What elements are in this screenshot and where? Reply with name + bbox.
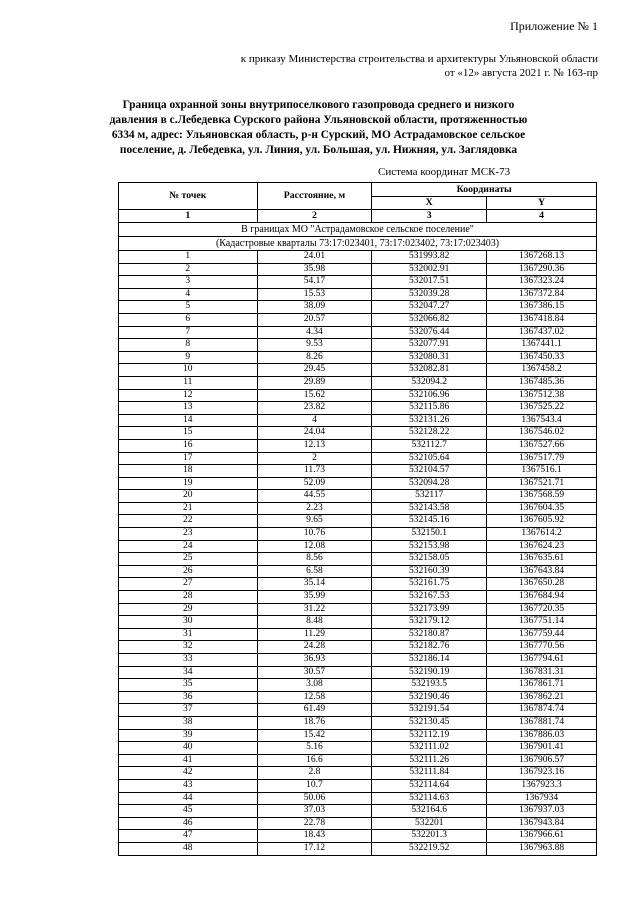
point-number: 38 <box>119 716 258 729</box>
title-line-3: 6334 м, адрес: Ульяновская область, р-н Сурский, МО Астрадамовское сельское <box>111 129 526 141</box>
coord-y: 1367516.1 <box>487 465 597 478</box>
coord-y: 1367643.84 <box>487 565 597 578</box>
point-number: 40 <box>119 742 258 755</box>
coord-x: 532114.64 <box>372 779 487 792</box>
coord-y: 1367901.41 <box>487 742 597 755</box>
table-row <box>119 565 597 578</box>
coord-x: 532094.2 <box>372 376 487 389</box>
point-number: 48 <box>119 842 258 855</box>
coord-x: 532066.82 <box>372 313 487 326</box>
column-number: 4 <box>487 210 597 223</box>
table-row <box>119 364 597 377</box>
distance: 2.23 <box>257 502 372 515</box>
distance: 16.6 <box>257 754 372 767</box>
coord-y: 1367862.21 <box>487 691 597 704</box>
distance: 5.16 <box>257 742 372 755</box>
coord-y: 1367604.35 <box>487 502 597 515</box>
table-row <box>119 288 597 301</box>
table-row <box>119 754 597 767</box>
point-number: 11 <box>119 376 258 389</box>
coord-x: 532017.51 <box>372 276 487 289</box>
distance: 3.08 <box>257 679 372 692</box>
point-number: 22 <box>119 515 258 528</box>
point-number: 20 <box>119 490 258 503</box>
distance: 15.42 <box>257 729 372 742</box>
table-row <box>119 351 597 364</box>
coord-x: 532128.22 <box>372 427 487 440</box>
distance: 54.17 <box>257 276 372 289</box>
header-distance: Расстояние, м <box>257 183 372 210</box>
point-number: 32 <box>119 641 258 654</box>
coord-y: 1367759.44 <box>487 628 597 641</box>
coord-y: 1367437.02 <box>487 326 597 339</box>
table-row <box>119 691 597 704</box>
point-number: 24 <box>119 540 258 553</box>
point-number: 47 <box>119 830 258 843</box>
point-number: 5 <box>119 301 258 314</box>
point-number: 30 <box>119 616 258 629</box>
point-number: 29 <box>119 603 258 616</box>
distance: 29.89 <box>257 376 372 389</box>
coord-y: 1367512.38 <box>487 389 597 402</box>
table-row <box>119 553 597 566</box>
table-row <box>119 263 597 276</box>
coord-x: 532112.7 <box>372 439 487 452</box>
column-number: 3 <box>372 210 487 223</box>
coord-y: 1367751.14 <box>487 616 597 629</box>
coord-x: 532164.6 <box>372 805 487 818</box>
distance: 29.45 <box>257 364 372 377</box>
coord-y: 1367323.24 <box>487 276 597 289</box>
coord-y: 1367963.88 <box>487 842 597 855</box>
coord-x: 532160.39 <box>372 565 487 578</box>
coord-y: 1367650.28 <box>487 578 597 591</box>
coord-y: 1367943.84 <box>487 817 597 830</box>
title-line-1: Граница охранной зоны внутрипоселкового газопровода среднего и низкого <box>122 99 515 111</box>
coord-y: 1367937.03 <box>487 805 597 818</box>
coord-x: 532080.31 <box>372 351 487 364</box>
table-row <box>119 591 597 604</box>
coord-x: 532158.05 <box>372 553 487 566</box>
point-number: 43 <box>119 779 258 792</box>
distance: 44.55 <box>257 490 372 503</box>
column-number: 2 <box>257 210 372 223</box>
distance: 35.99 <box>257 591 372 604</box>
coord-y: 1367372.84 <box>487 288 597 301</box>
point-number: 41 <box>119 754 258 767</box>
distance: 11.29 <box>257 628 372 641</box>
coord-y: 1367517.79 <box>487 452 597 465</box>
point-number: 37 <box>119 704 258 717</box>
table-row <box>119 842 597 855</box>
point-number: 16 <box>119 439 258 452</box>
coord-x: 532106.96 <box>372 389 487 402</box>
distance: 37.03 <box>257 805 372 818</box>
distance: 9.53 <box>257 339 372 352</box>
coord-y: 1367934 <box>487 792 597 805</box>
distance: 12.13 <box>257 439 372 452</box>
coord-y: 1367684.94 <box>487 591 597 604</box>
table-row <box>119 742 597 755</box>
coord-y: 1367521.71 <box>487 477 597 490</box>
coord-x: 532047.27 <box>372 301 487 314</box>
distance: 12.08 <box>257 540 372 553</box>
coord-x: 532179.12 <box>372 616 487 629</box>
point-number: 45 <box>119 805 258 818</box>
table-row <box>119 679 597 692</box>
point-number: 33 <box>119 654 258 667</box>
coord-x: 532191.54 <box>372 704 487 717</box>
distance: 17.12 <box>257 842 372 855</box>
distance: 2.8 <box>257 767 372 780</box>
coord-y: 1367794.61 <box>487 654 597 667</box>
distance: 11.73 <box>257 465 372 478</box>
coord-x: 532130.45 <box>372 716 487 729</box>
table-row <box>119 654 597 667</box>
table-row <box>119 465 597 478</box>
coord-x: 531993.82 <box>372 251 487 264</box>
point-number: 31 <box>119 628 258 641</box>
title-line-4: поселение, д. Лебедевка, ул. Линия, ул. Большая, ул. Нижняя, ул. Заглядовка <box>119 144 518 156</box>
table-row <box>119 402 597 415</box>
coord-x: 532180.87 <box>372 628 487 641</box>
title-line-2: давления в с.Лебедевка Сурского района Ульяновской области, протяженностью <box>109 114 528 126</box>
table-row <box>119 276 597 289</box>
table-row <box>119 326 597 339</box>
table-row <box>119 616 597 629</box>
coord-y: 1367525.22 <box>487 402 597 415</box>
point-number: 36 <box>119 691 258 704</box>
point-number: 4 <box>119 288 258 301</box>
coord-x: 532077.91 <box>372 339 487 352</box>
coord-y: 1367720.35 <box>487 603 597 616</box>
header-y: Y <box>487 197 597 210</box>
table-row <box>119 779 597 792</box>
distance: 6.58 <box>257 565 372 578</box>
table-row <box>119 817 597 830</box>
coord-x: 532143.58 <box>372 502 487 515</box>
coord-x: 532190.19 <box>372 666 487 679</box>
coord-x: 532094.28 <box>372 477 487 490</box>
coord-y: 1367881.74 <box>487 716 597 729</box>
coord-x: 532105.64 <box>372 452 487 465</box>
coord-x: 532219.52 <box>372 842 487 855</box>
column-number: 1 <box>119 210 258 223</box>
point-number: 9 <box>119 351 258 364</box>
table-row <box>119 666 597 679</box>
table-row <box>119 578 597 591</box>
point-number: 25 <box>119 553 258 566</box>
coord-y: 1367386.15 <box>487 301 597 314</box>
coord-x: 532039.28 <box>372 288 487 301</box>
distance: 10.76 <box>257 528 372 541</box>
boundary-note-row <box>119 223 597 237</box>
table-row <box>119 414 597 427</box>
coord-x: 532186.14 <box>372 654 487 667</box>
distance: 35.14 <box>257 578 372 591</box>
distance: 4.34 <box>257 326 372 339</box>
table-row <box>119 540 597 553</box>
coord-y: 1367458.2 <box>487 364 597 377</box>
coord-x: 532115.86 <box>372 402 487 415</box>
table-row <box>119 792 597 805</box>
table-row <box>119 628 597 641</box>
distance: 36.93 <box>257 654 372 667</box>
distance: 4 <box>257 414 372 427</box>
distance: 23.82 <box>257 402 372 415</box>
point-number: 34 <box>119 666 258 679</box>
coord-y: 1367450.33 <box>487 351 597 364</box>
table-row <box>119 313 597 326</box>
coord-y: 1367527.66 <box>487 439 597 452</box>
coord-y: 1367770.56 <box>487 641 597 654</box>
document-title <box>96 98 541 158</box>
coordinate-system-label: Система координат МСК-73 <box>378 166 511 178</box>
table-row <box>119 490 597 503</box>
coord-x: 532182.76 <box>372 641 487 654</box>
coord-x: 532076.44 <box>372 326 487 339</box>
distance: 24.01 <box>257 251 372 264</box>
cadastral-quarters-note: (Кадастровые кварталы 73:17:023401, 73:17:023402, 73:17:023403) <box>119 237 597 251</box>
coord-x: 532117 <box>372 490 487 503</box>
coord-y: 1367418.84 <box>487 313 597 326</box>
table-row <box>119 805 597 818</box>
coord-y: 1367923.16 <box>487 767 597 780</box>
coord-x: 532201.3 <box>372 830 487 843</box>
coord-y: 1367605.92 <box>487 515 597 528</box>
column-number-row <box>119 210 597 223</box>
distance: 12.58 <box>257 691 372 704</box>
coord-x: 532193.5 <box>372 679 487 692</box>
coord-y: 1367966.61 <box>487 830 597 843</box>
coord-y: 1367546.02 <box>487 427 597 440</box>
coord-y: 1367485.36 <box>487 376 597 389</box>
quarters-note-row <box>119 237 597 251</box>
coord-x: 532114.63 <box>372 792 487 805</box>
table-row <box>119 704 597 717</box>
header-point-number: № точек <box>119 183 258 210</box>
coord-y: 1367441.1 <box>487 339 597 352</box>
distance: 31.22 <box>257 603 372 616</box>
table-row <box>119 301 597 314</box>
coord-x: 532111.84 <box>372 767 487 780</box>
distance: 52.09 <box>257 477 372 490</box>
table-row <box>119 502 597 515</box>
coord-x: 532190.46 <box>372 691 487 704</box>
distance: 61.49 <box>257 704 372 717</box>
coord-x: 532111.26 <box>372 754 487 767</box>
coord-x: 532104.57 <box>372 465 487 478</box>
point-number: 14 <box>119 414 258 427</box>
table-row <box>119 376 597 389</box>
point-number: 35 <box>119 679 258 692</box>
point-number: 46 <box>119 817 258 830</box>
coord-y: 1367614.2 <box>487 528 597 541</box>
table-row <box>119 439 597 452</box>
header-x: X <box>372 197 487 210</box>
table-row <box>119 452 597 465</box>
distance: 2 <box>257 452 372 465</box>
point-number: 7 <box>119 326 258 339</box>
point-number: 2 <box>119 263 258 276</box>
table-row <box>119 603 597 616</box>
coord-y: 1367543.4 <box>487 414 597 427</box>
point-number: 26 <box>119 565 258 578</box>
distance: 8.26 <box>257 351 372 364</box>
point-number: 17 <box>119 452 258 465</box>
table-row <box>119 339 597 352</box>
point-number: 19 <box>119 477 258 490</box>
point-number: 21 <box>119 502 258 515</box>
coord-x: 532111.02 <box>372 742 487 755</box>
coordinates-table <box>118 182 597 856</box>
point-number: 8 <box>119 339 258 352</box>
distance: 8.56 <box>257 553 372 566</box>
coord-x: 532201 <box>372 817 487 830</box>
table-row <box>119 767 597 780</box>
distance: 50.06 <box>257 792 372 805</box>
point-number: 27 <box>119 578 258 591</box>
distance: 35.98 <box>257 263 372 276</box>
coord-y: 1367624.23 <box>487 540 597 553</box>
coord-x: 532167.53 <box>372 591 487 604</box>
coord-x: 532153.98 <box>372 540 487 553</box>
coord-x: 532131.26 <box>372 414 487 427</box>
point-number: 28 <box>119 591 258 604</box>
point-number: 39 <box>119 729 258 742</box>
table-row <box>119 389 597 402</box>
table-row <box>119 427 597 440</box>
point-number: 13 <box>119 402 258 415</box>
distance: 24.04 <box>257 427 372 440</box>
appendix-label: Приложение № 1 <box>510 19 598 33</box>
coord-y: 1367923.3 <box>487 779 597 792</box>
distance: 18.43 <box>257 830 372 843</box>
distance: 15.62 <box>257 389 372 402</box>
distance: 38.09 <box>257 301 372 314</box>
table-row <box>119 729 597 742</box>
point-number: 42 <box>119 767 258 780</box>
point-number: 23 <box>119 528 258 541</box>
table-row <box>119 641 597 654</box>
point-number: 12 <box>119 389 258 402</box>
header-coordinates: Координаты <box>372 183 597 197</box>
coord-y: 1367268.13 <box>487 251 597 264</box>
table-row <box>119 830 597 843</box>
distance: 22.78 <box>257 817 372 830</box>
coord-y: 1367906.57 <box>487 754 597 767</box>
coord-x: 532150.1 <box>372 528 487 541</box>
point-number: 15 <box>119 427 258 440</box>
table-row <box>119 528 597 541</box>
coord-y: 1367568.59 <box>487 490 597 503</box>
point-number: 3 <box>119 276 258 289</box>
table-row <box>119 477 597 490</box>
distance: 9.65 <box>257 515 372 528</box>
point-number: 6 <box>119 313 258 326</box>
coord-y: 1367831.31 <box>487 666 597 679</box>
order-reference: к приказу Министерства строительства и архитектуры Ульяновской области <box>240 53 598 65</box>
point-number: 18 <box>119 465 258 478</box>
distance: 24.28 <box>257 641 372 654</box>
distance: 15.53 <box>257 288 372 301</box>
point-number: 1 <box>119 251 258 264</box>
table-row <box>119 716 597 729</box>
point-number: 44 <box>119 792 258 805</box>
coord-y: 1367886.03 <box>487 729 597 742</box>
coord-y: 1367290.36 <box>487 263 597 276</box>
coord-x: 532145.16 <box>372 515 487 528</box>
table-row <box>119 515 597 528</box>
coord-x: 532173.99 <box>372 603 487 616</box>
boundary-note: В границах МО "Астрадамовское сельское поселение" <box>119 223 597 237</box>
distance: 8.48 <box>257 616 372 629</box>
coord-x: 532082.81 <box>372 364 487 377</box>
coord-y: 1367861.71 <box>487 679 597 692</box>
distance: 10.7 <box>257 779 372 792</box>
point-number: 10 <box>119 364 258 377</box>
coord-x: 532161.75 <box>372 578 487 591</box>
distance: 18.76 <box>257 716 372 729</box>
order-date: от «12» августа 2021 г. № 163-пр <box>444 67 598 79</box>
table-row <box>119 251 597 264</box>
distance: 20.57 <box>257 313 372 326</box>
coord-x: 532112.19 <box>372 729 487 742</box>
coord-y: 1367874.74 <box>487 704 597 717</box>
distance: 30.57 <box>257 666 372 679</box>
coord-y: 1367635.61 <box>487 553 597 566</box>
coord-x: 532002.91 <box>372 263 487 276</box>
